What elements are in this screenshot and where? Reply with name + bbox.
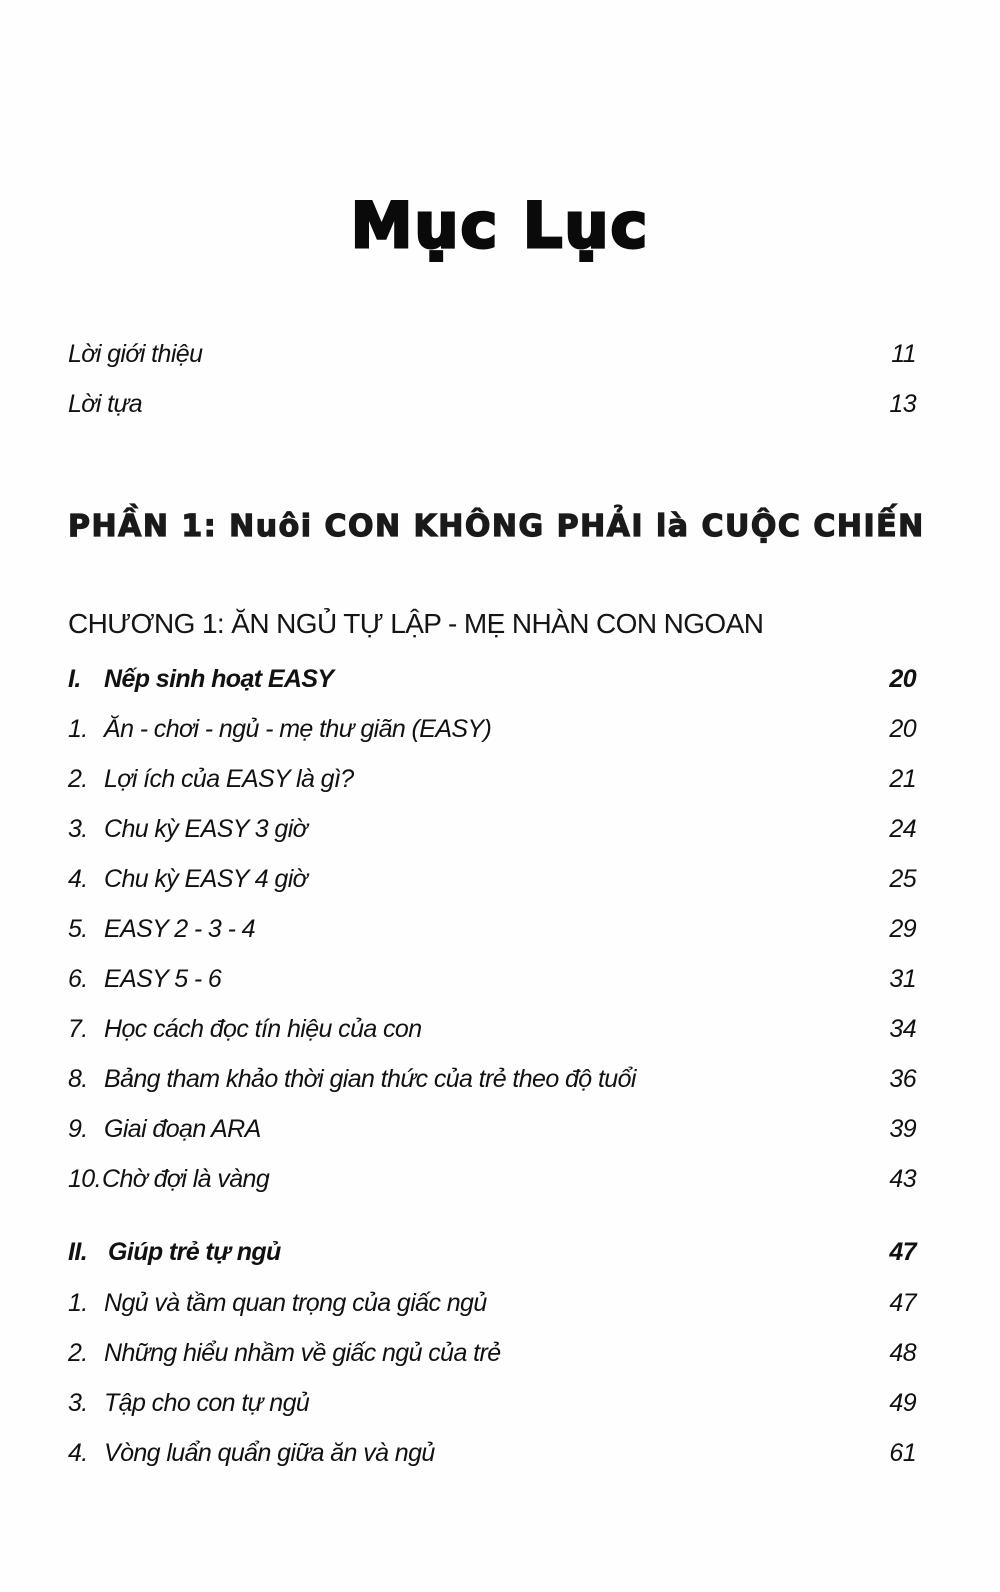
toc-section-label: Nếp sinh hoạt EASY [104,665,334,693]
toc-section-number: I. [68,665,81,693]
chapter-heading: CHƯƠNG 1: ĂN NGỦ TỰ LẬP - MẸ NHÀN CON NGOAN [68,608,764,639]
toc-entry-label: Chu kỳ EASY 4 giờ [104,865,308,893]
toc-entry[interactable] [68,765,916,805]
toc-entry-label: Ngủ và tầm quan trọng của giấc ngủ [104,1289,487,1317]
toc-entry-label: Giai đoạn ARA [104,1115,261,1143]
toc-entry-number: 3. [68,815,88,843]
toc-entry-number: 8. [68,1065,88,1093]
toc-entry-number: 5. [68,915,88,943]
toc-entry-number: 9. [68,1115,88,1143]
toc-entry-number: 1. [68,715,88,743]
toc-entry-page: 43 [889,1165,916,1193]
toc-entry-label: Chu kỳ EASY 3 giờ [104,815,308,843]
toc-section-label: Giúp trẻ tự ngủ [108,1238,281,1266]
toc-entry-label: Bảng tham khảo thời gian thức của trẻ theo độ tuổi [104,1065,636,1093]
toc-entry[interactable] [68,715,916,755]
part-heading: PHẦN 1: Nuôi CON KHÔNG PHẢI là CUỘC CHIẾN [68,509,925,544]
toc-entry-label: Lời giới thiệu [68,340,203,368]
toc-entry[interactable] [68,1165,916,1205]
toc-entry-label: Vòng luẩn quẩn giữa ăn và ngủ [104,1439,435,1467]
toc-entry-label: EASY 5 - 6 [104,965,222,993]
toc-entry[interactable] [68,1339,916,1379]
toc-entry[interactable] [68,1115,916,1155]
toc-entry-page: 24 [889,815,916,843]
toc-entry-page: 47 [889,1289,916,1317]
toc-entry[interactable] [68,1015,916,1055]
toc-entry-number: 6. [68,965,88,993]
toc-section[interactable] [68,1238,916,1278]
page-title: Mục Lục [350,189,650,262]
toc-entry-page: 29 [889,915,916,943]
toc-section[interactable] [68,665,916,705]
toc-entry-page: 39 [889,1115,916,1143]
toc-entry-label: Học cách đọc tín hiệu của con [104,1015,422,1043]
toc-entry-number: 4. [68,1439,88,1467]
toc-entry[interactable] [68,1389,916,1429]
toc-entry-page: 21 [889,765,916,793]
toc-section-page: 20 [889,665,916,693]
toc-entry-page: 11 [891,340,916,368]
toc-entry-label: EASY 2 - 3 - 4 [104,915,255,943]
toc-entry[interactable] [68,965,916,1005]
toc-entry[interactable] [68,1439,916,1479]
toc-entry-label: Lời tựa [68,390,143,418]
toc-entry-page: 61 [889,1439,916,1467]
toc-entry-page: 20 [889,715,916,743]
toc-entry-number: 4. [68,865,88,893]
toc-entry[interactable] [68,1289,916,1329]
toc-section-number: II. [68,1238,88,1266]
toc-entry[interactable] [68,1065,916,1105]
toc-entry-label: Ăn - chơi - ngủ - mẹ thư giãn (EASY) [104,715,492,743]
toc-entry-page: 49 [889,1389,916,1417]
toc-entry-front-matter[interactable] [68,390,916,430]
toc-entry-page: 25 [889,865,916,893]
toc-entry-number: 2. [68,765,88,793]
toc-entry-number: 2. [68,1339,88,1367]
toc-entry-page: 36 [889,1065,916,1093]
toc-entry-label: Tập cho con tự ngủ [104,1389,310,1417]
toc-entry-front-matter[interactable] [68,340,916,380]
toc-entry-number: 10. [68,1165,101,1193]
toc-entry-page: 34 [889,1015,916,1043]
toc-section-page: 47 [889,1238,916,1266]
toc-entry-number: 1. [68,1289,88,1317]
toc-entry[interactable] [68,815,916,855]
toc-entry-page: 48 [889,1339,916,1367]
toc-entry-label: Lợi ích của EASY là gì? [104,765,354,793]
toc-entry-label: Những hiểu nhầm về giấc ngủ của trẻ [104,1339,501,1367]
toc-entry[interactable] [68,915,916,955]
toc-entry[interactable] [68,865,916,905]
toc-entry-number: 3. [68,1389,88,1417]
toc-entry-page: 31 [889,965,916,993]
toc-entry-number: 7. [68,1015,88,1043]
toc-entry-label: Chờ đợi là vàng [102,1165,270,1193]
toc-entry-page: 13 [889,390,916,418]
